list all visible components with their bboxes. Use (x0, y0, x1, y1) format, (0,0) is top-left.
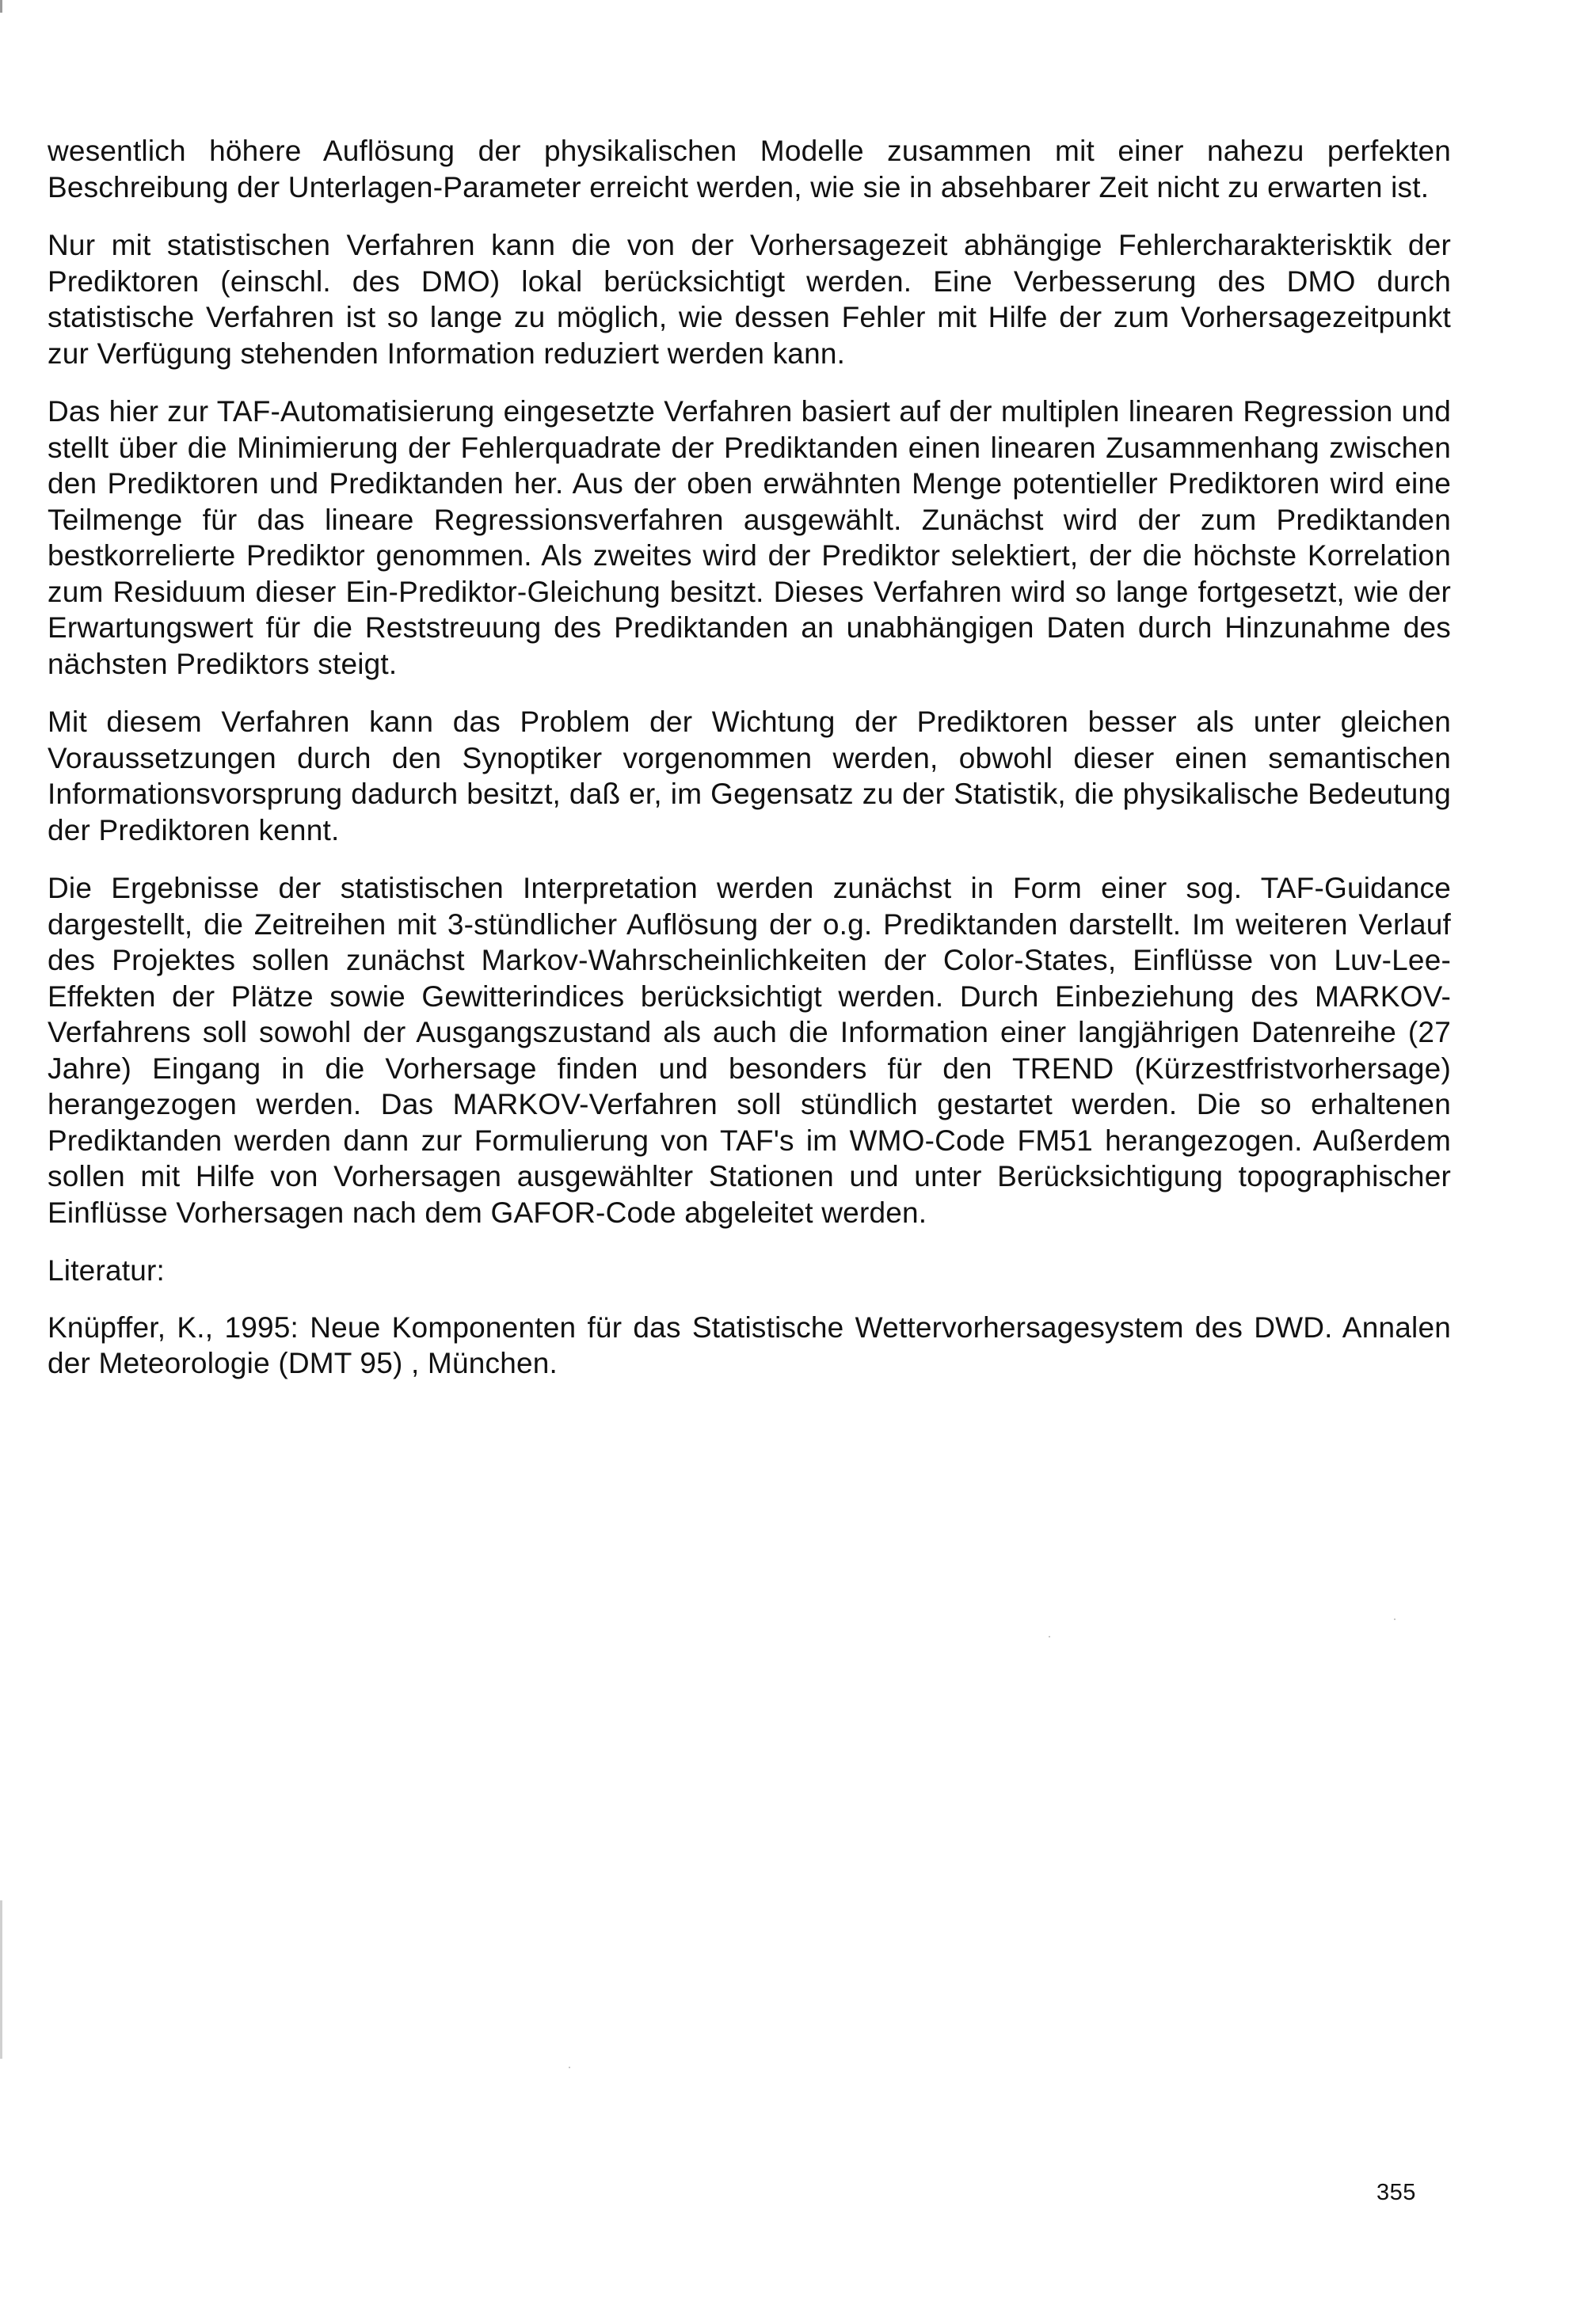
paragraph-4: Mit diesem Verfahren kann das Problem der Wichtung der Prediktoren besser als unter gleichen Voraussetzungen durch den Synoptiker vorgenommen werden, obwohl dieser einen semantischen Informationsvorsprung dadurch besitzt, daß er, im Gegensatz zu der Statistik, die physikalische Bedeutung der Prediktoren kennt. (48, 706, 1451, 846)
scan-edge-shadow (0, 1900, 2, 2059)
scan-edge-mark (0, 0, 2, 13)
paragraph-1: wesentlich höhere Auflösung der physikalischen Modelle zusammen mit einer nahezu perfekten Beschreibung der Unterlagen-Parameter erreicht werden, wie sie in absehbarer Zeit nicht zu erwarten ist. (48, 135, 1451, 203)
scan-speck (1049, 1636, 1050, 1637)
paragraph-2: Nur mit statistischen Verfahren kann die von der Vorhersagezeit abhängige Fehlercharakterisktik der Prediktoren (einschl. des DMO) lokal berücksichtigt werden. Eine Verbesserung des DMO durch statistische Verfahren ist so lange zu möglich, wie dessen Fehler mit Hilfe der zum Vorhersagezeitpunkt zur Verfügung stehenden Information reduziert werden kann. (48, 229, 1451, 370)
page-number: 355 (1376, 2180, 1416, 2205)
scan-speck (1394, 1618, 1396, 1620)
scan-speck (569, 2067, 570, 2068)
literature-heading: Literatur: (48, 1254, 166, 1287)
paragraph-5: Die Ergebnisse der statistischen Interpretation werden zunächst in Form einer sog. TAF-Guidance dargestellt, die Zeitreihen mit 3-stündlicher Auflösung der o.g. Prediktanden darstellt. Im weiteren Verlauf des Projektes sollen zunächst Markov-Wahrscheinlichkeiten der Color-States, Einflüsse von Luv-Lee-Effekten der Plätze sowie Gewitterindices berücksichtigt werden. Durch Einbeziehung des MARKOV-Verfahrens soll sowohl der Ausgangszustand als auch die Information einer langjährigen Datenreihe (27 Jahre) Eingang in die Vorhersage finden und besonders für den TREND (Kürzestfristvorhersage) herangezogen werden. Das MARKOV-Verfahren soll stündlich gestartet werden. Die so erhaltenen Prediktanden werden dann zur Formulierung von TAF's im WMO-Code FM51 herangezogen. Außerdem sollen mit Hilfe von Vorhersagen ausgewählter Stationen und unter Berücksichtigung topographischer Einflüsse Vorhersagen nach dem GAFOR-Code abgeleitet werden. (48, 872, 1451, 1229)
paragraph-3: Das hier zur TAF-Automatisierung eingesetzte Verfahren basiert auf der multiplen linearen Regression und stellt über die Minimierung der Fehlerquadrate der Prediktanden einen linearen Zusammenhang zwischen den Prediktoren und Prediktanden her. Aus der oben erwähnten Menge potentieller Prediktoren wird eine Teilmenge für das lineare Regressionsverfahren ausgewählt. Zunächst wird der zum Prediktanden bestkorrelierte Prediktor genommen. Als zweites wird der Prediktor selektiert, der die höchste Korrelation zum Residuum dieser Ein-Prediktor-Gleichung besitzt. Dieses Verfahren wird so lange fortgesetzt, wie der Erwartungswert für die Reststreuung des Prediktanden an unabhängigen Daten durch Hinzunahme des nächsten Prediktors steigt. (48, 395, 1451, 680)
literature-reference: Knüpffer, K., 1995: Neue Komponenten für das Statistische Wettervorhersagesystem des DWD. Annalen der Meteorologie (DMT 95) , München. (48, 1310, 1451, 1379)
body-text (48, 133, 1451, 1404)
